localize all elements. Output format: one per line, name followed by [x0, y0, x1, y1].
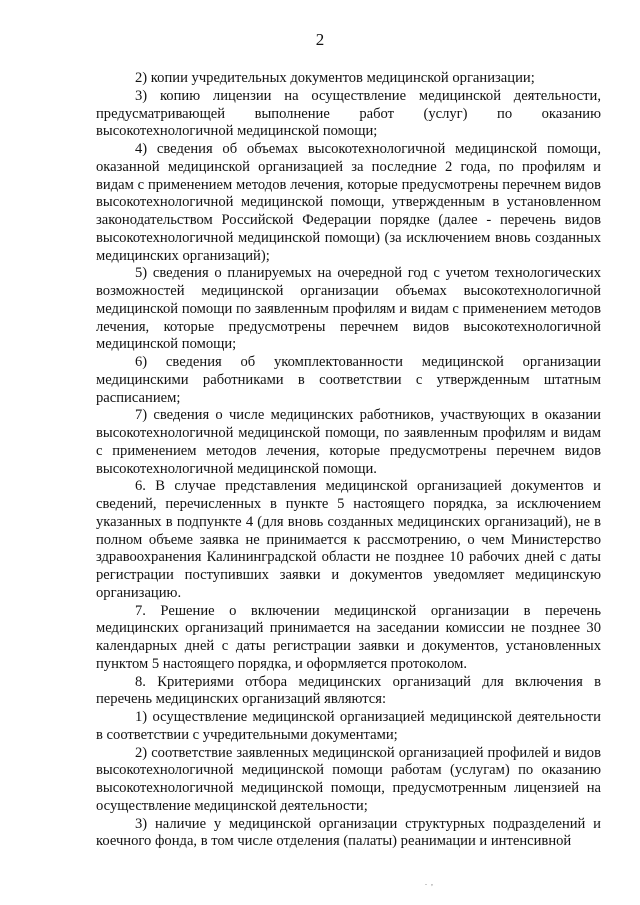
paragraph-volume-information: 4) сведения об объемах высокотехнологичной медицинской помощи, оказанной медицинской организацией за последние 2 года, по профилям и видам с применением методов лечения, которые предусмотрены перечнем видов высокотехнологичной медицинской помощи, утвержденным в установленном законодательством Российской Федерации порядке (далее - перечень видов высокотехнологичной медицинской помощи) (за исключением вновь созданных медицинских организаций); — [96, 141, 601, 264]
paragraph-medical-workers-count: 7) сведения о числе медицинских работников, участвующих в оказании высокотехнологичной медицинской помощи, по заявленным профилям и видам с применением методов лечения, которые предусмотрены перечнем видов высокотехнологичной медицинской помощи. — [96, 407, 601, 477]
footer-mark: . , — [425, 878, 434, 887]
paragraph-copies-of-founding-documents: 2) копии учредительных документов медицинской организации; — [135, 70, 535, 86]
paragraph-criterion-3: 3) наличие у медицинской организации структурных подразделений и коечного фонда, в том числе отделения (палаты) реанимации и интенсивной — [96, 815, 601, 850]
paragraph-planned-volumes: 5) сведения о планируемых на очередной год с учетом технологических возможностей медицинской организации объемах высокотехнологичной медицинской помощи по заявленным профилям и видам с применением методов лечения, которые предусмотрены перечнем видов высокотехнологичной медицинской помощи; — [96, 265, 601, 353]
paragraph-criterion-2: 2) соответствие заявленных медицинской организацией профилей и видов высокотехнологичной медицинской помощи работам (услугам) по оказанию высокотехнологичной медицинской помощи, предусмотренным лицензией на осуществление медицинской деятельности; — [96, 744, 601, 814]
paragraph-section-6-incomplete-application: 6. В случае представления медицинской организацией документов и сведений, перечисленных в пункте 5 настоящего порядка, за исключением указанных в подпункте 4 (для вновь созданных медицинских организаций), не в полном объеме заявка не принимается к рассмотрению, о чем Министерство здравоохранения Калининградской области не позднее 10 рабочих дней с даты регистрации поступивших заявки и документов уведомляет медицинскую организацию. — [96, 478, 601, 601]
paragraph-license-copy: 3) копию лицензии на осуществление медицинской деятельности, предусматривающей выполнение работ (услуг) по оказанию высокотехнологичной медицинской помощи; — [96, 87, 601, 140]
paragraph-section-8-selection-criteria: 8. Критериями отбора медицинских организаций для включения в перечень медицинских организаций являются: — [96, 673, 601, 708]
paragraph-criterion-1: 1) осуществление медицинской организацией медицинской деятельности в соответствии с учредительными документами; — [96, 709, 601, 743]
document-body — [96, 70, 601, 851]
page-number: 2 — [315, 30, 325, 49]
paragraph-section-7-decision: 7. Решение о включении медицинской организации в перечень медицинских организаций принимается на заседании комиссии не позднее 30 календарных дней с даты регистрации заявки и документов, установленных пунктом 5 настоящего порядка, и оформляется протоколом. — [96, 602, 601, 672]
paragraph-staffing-information: 6) сведения об укомплектованности медицинской организации медицинскими работниками в соответствии с утвержденным штатным расписанием; — [96, 354, 601, 406]
